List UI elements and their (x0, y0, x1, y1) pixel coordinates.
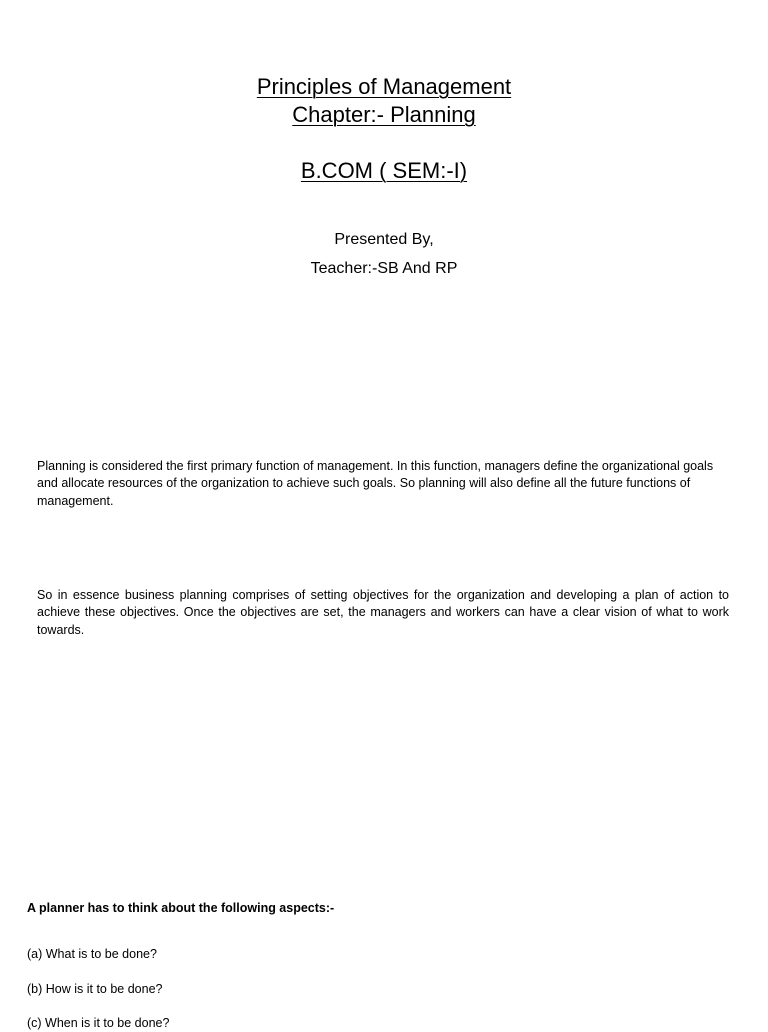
essence-paragraph: So in essence business planning comprises of setting objectives for the organization and developing a plan of action to achieve these objectives. Once the objectives are set, the managers and workers can have a clear vision of what to work towards. (37, 588, 729, 637)
course-subtitle: B.COM ( SEM:-I) (300, 158, 468, 183)
chapter-title: Chapter:- Planning (292, 102, 476, 127)
intro-paragraph: Planning is considered the first primary function of management. In this function, managers define the organizational goals and allocate resources of the organization to achieve such goals. So planning will also define all the future functions of management. (37, 459, 714, 508)
teacher-name: Teacher:-SB And RP (310, 260, 458, 277)
aspect-item: (c) When is it to be done? (27, 1016, 170, 1030)
aspect-item: (a) What is to be done? (27, 947, 157, 961)
aspects-heading: A planner has to think about the following aspects:- (27, 901, 335, 915)
aspect-item: (b) How is it to be done? (27, 982, 163, 996)
presented-by-label: Presented By, (334, 231, 434, 248)
document-title: Principles of Management (256, 74, 512, 99)
